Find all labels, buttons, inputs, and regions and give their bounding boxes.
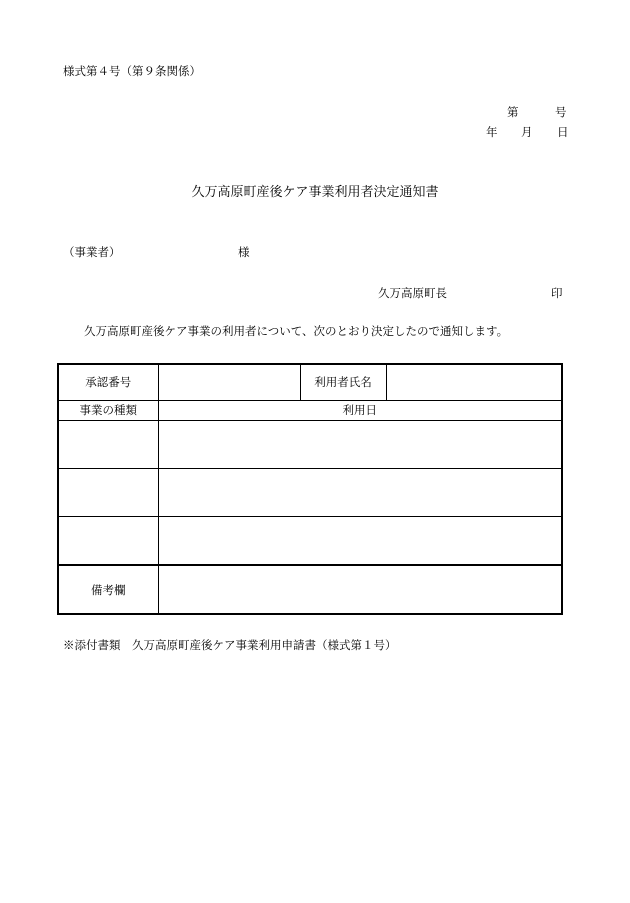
remarks-field[interactable] (158, 565, 562, 614)
date-year: 年 (486, 125, 498, 139)
document-title: 久万高原町産後ケア事業利用者決定通知書 (191, 185, 439, 200)
date-day: 日 (557, 125, 569, 139)
number-go: 号 (555, 105, 567, 119)
approval-number-label: 承認番号 (58, 364, 158, 400)
remarks-label: 備考欄 (58, 565, 158, 614)
usage-date-header: 利用日 (158, 400, 562, 420)
service-type-header: 事業の種類 (58, 400, 158, 420)
user-name-field[interactable] (386, 364, 562, 400)
addressee-label: （事業者） (63, 245, 121, 259)
usage-date-cell[interactable] (158, 516, 562, 565)
remarks-row (58, 565, 562, 614)
table-row (58, 420, 562, 468)
date-month: 月 (521, 125, 533, 139)
service-type-cell[interactable] (58, 516, 158, 565)
usage-date-cell[interactable] (158, 420, 562, 468)
notice-table (57, 363, 563, 615)
table-row (58, 516, 562, 565)
issuer-title: 久万高原町長 (378, 286, 447, 300)
attachment-note: ※添付書類 久万高原町産後ケア事業利用申請書（様式第１号） (63, 638, 397, 652)
approval-number-field[interactable] (158, 364, 300, 400)
addressee-honorific: 様 (238, 245, 250, 259)
number-dai: 第 (507, 105, 519, 119)
notice-body-text: 久万高原町産後ケア事業の利用者について、次のとおり決定したので通知します。 (84, 324, 509, 338)
table-header-row (58, 400, 562, 420)
approval-row (58, 364, 562, 400)
seal-mark: 印 (551, 286, 563, 300)
usage-date-cell[interactable] (158, 468, 562, 516)
table-row (58, 468, 562, 516)
service-type-cell[interactable] (58, 468, 158, 516)
user-name-label: 利用者氏名 (300, 364, 386, 400)
service-type-cell[interactable] (58, 420, 158, 468)
form-number: 様式第４号（第９条関係） (63, 64, 201, 78)
